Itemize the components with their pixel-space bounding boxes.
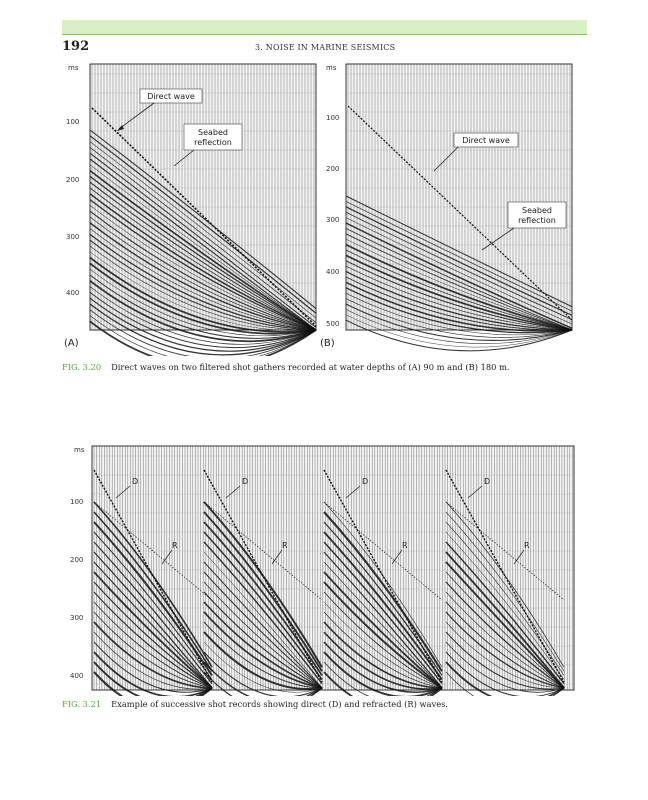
figure-3-21-tick-100: 100 [70, 498, 84, 506]
panel-a-tick-200: 200 [66, 176, 80, 184]
direct-wave-label-2: D [242, 477, 249, 486]
svg-text:Seabed: Seabed [198, 128, 228, 137]
panel-b-tick-300: 300 [326, 216, 340, 224]
running-head: 3. NOISE IN MARINE SEISMICS [255, 43, 396, 52]
figure-3-20 [62, 58, 582, 356]
panel-b-tick-500: 500 [326, 320, 340, 328]
direct-wave-label-1: D [132, 477, 139, 486]
caption-3-21-label: FIG. 3.21 [62, 699, 102, 709]
panel-a-label: (A) [64, 338, 79, 349]
refracted-wave-label-1: R [172, 541, 178, 550]
figure-3-21-tick-400: 400 [70, 672, 84, 680]
figure-3-21 [62, 440, 582, 696]
panel-b-tick-100: 100 [326, 114, 340, 122]
page-number: 192 [62, 39, 90, 54]
header-rule [62, 34, 587, 35]
figure-3-21-tick-300: 300 [70, 614, 84, 622]
caption-3-20-label: FIG. 3.20 [62, 362, 102, 372]
refracted-wave-label-2: R [282, 541, 288, 550]
panel-b [320, 64, 572, 351]
direct-wave-label-3: D [362, 477, 369, 486]
panel-b-tick-400: 400 [326, 268, 340, 276]
panel-a-tick-100: 100 [66, 118, 80, 126]
figure-3-21-unit: ms [74, 446, 85, 454]
svg-text:Seabed: Seabed [522, 206, 552, 215]
caption-3-20-text: Direct waves on two filtered shot gathers recorded at water depths of (A) 90 m and (B) 180 m. [111, 362, 510, 372]
caption-3-21 [62, 699, 448, 709]
svg-text:Direct wave: Direct wave [462, 136, 510, 145]
direct-wave-label-4: D [484, 477, 491, 486]
svg-text:reflection: reflection [518, 216, 556, 225]
panel-a-tick-300: 300 [66, 233, 80, 241]
panel-a-tick-400: 400 [66, 289, 80, 297]
panel-b-label: (B) [320, 338, 335, 349]
refracted-wave-label-4: R [524, 541, 530, 550]
panel-a-unit: ms [68, 64, 79, 72]
panel-a [64, 64, 316, 356]
caption-3-20 [62, 362, 510, 372]
panel-b-unit: ms [326, 64, 337, 72]
svg-text:Direct wave: Direct wave [147, 92, 195, 101]
panel-b-tick-200: 200 [326, 165, 340, 173]
caption-3-21-text: Example of successive shot records showing direct (D) and refracted (R) waves. [111, 699, 449, 709]
refracted-wave-label-3: R [402, 541, 408, 550]
svg-text:reflection: reflection [194, 138, 232, 147]
header-band [62, 20, 587, 34]
figure-3-21-tick-200: 200 [70, 556, 84, 564]
